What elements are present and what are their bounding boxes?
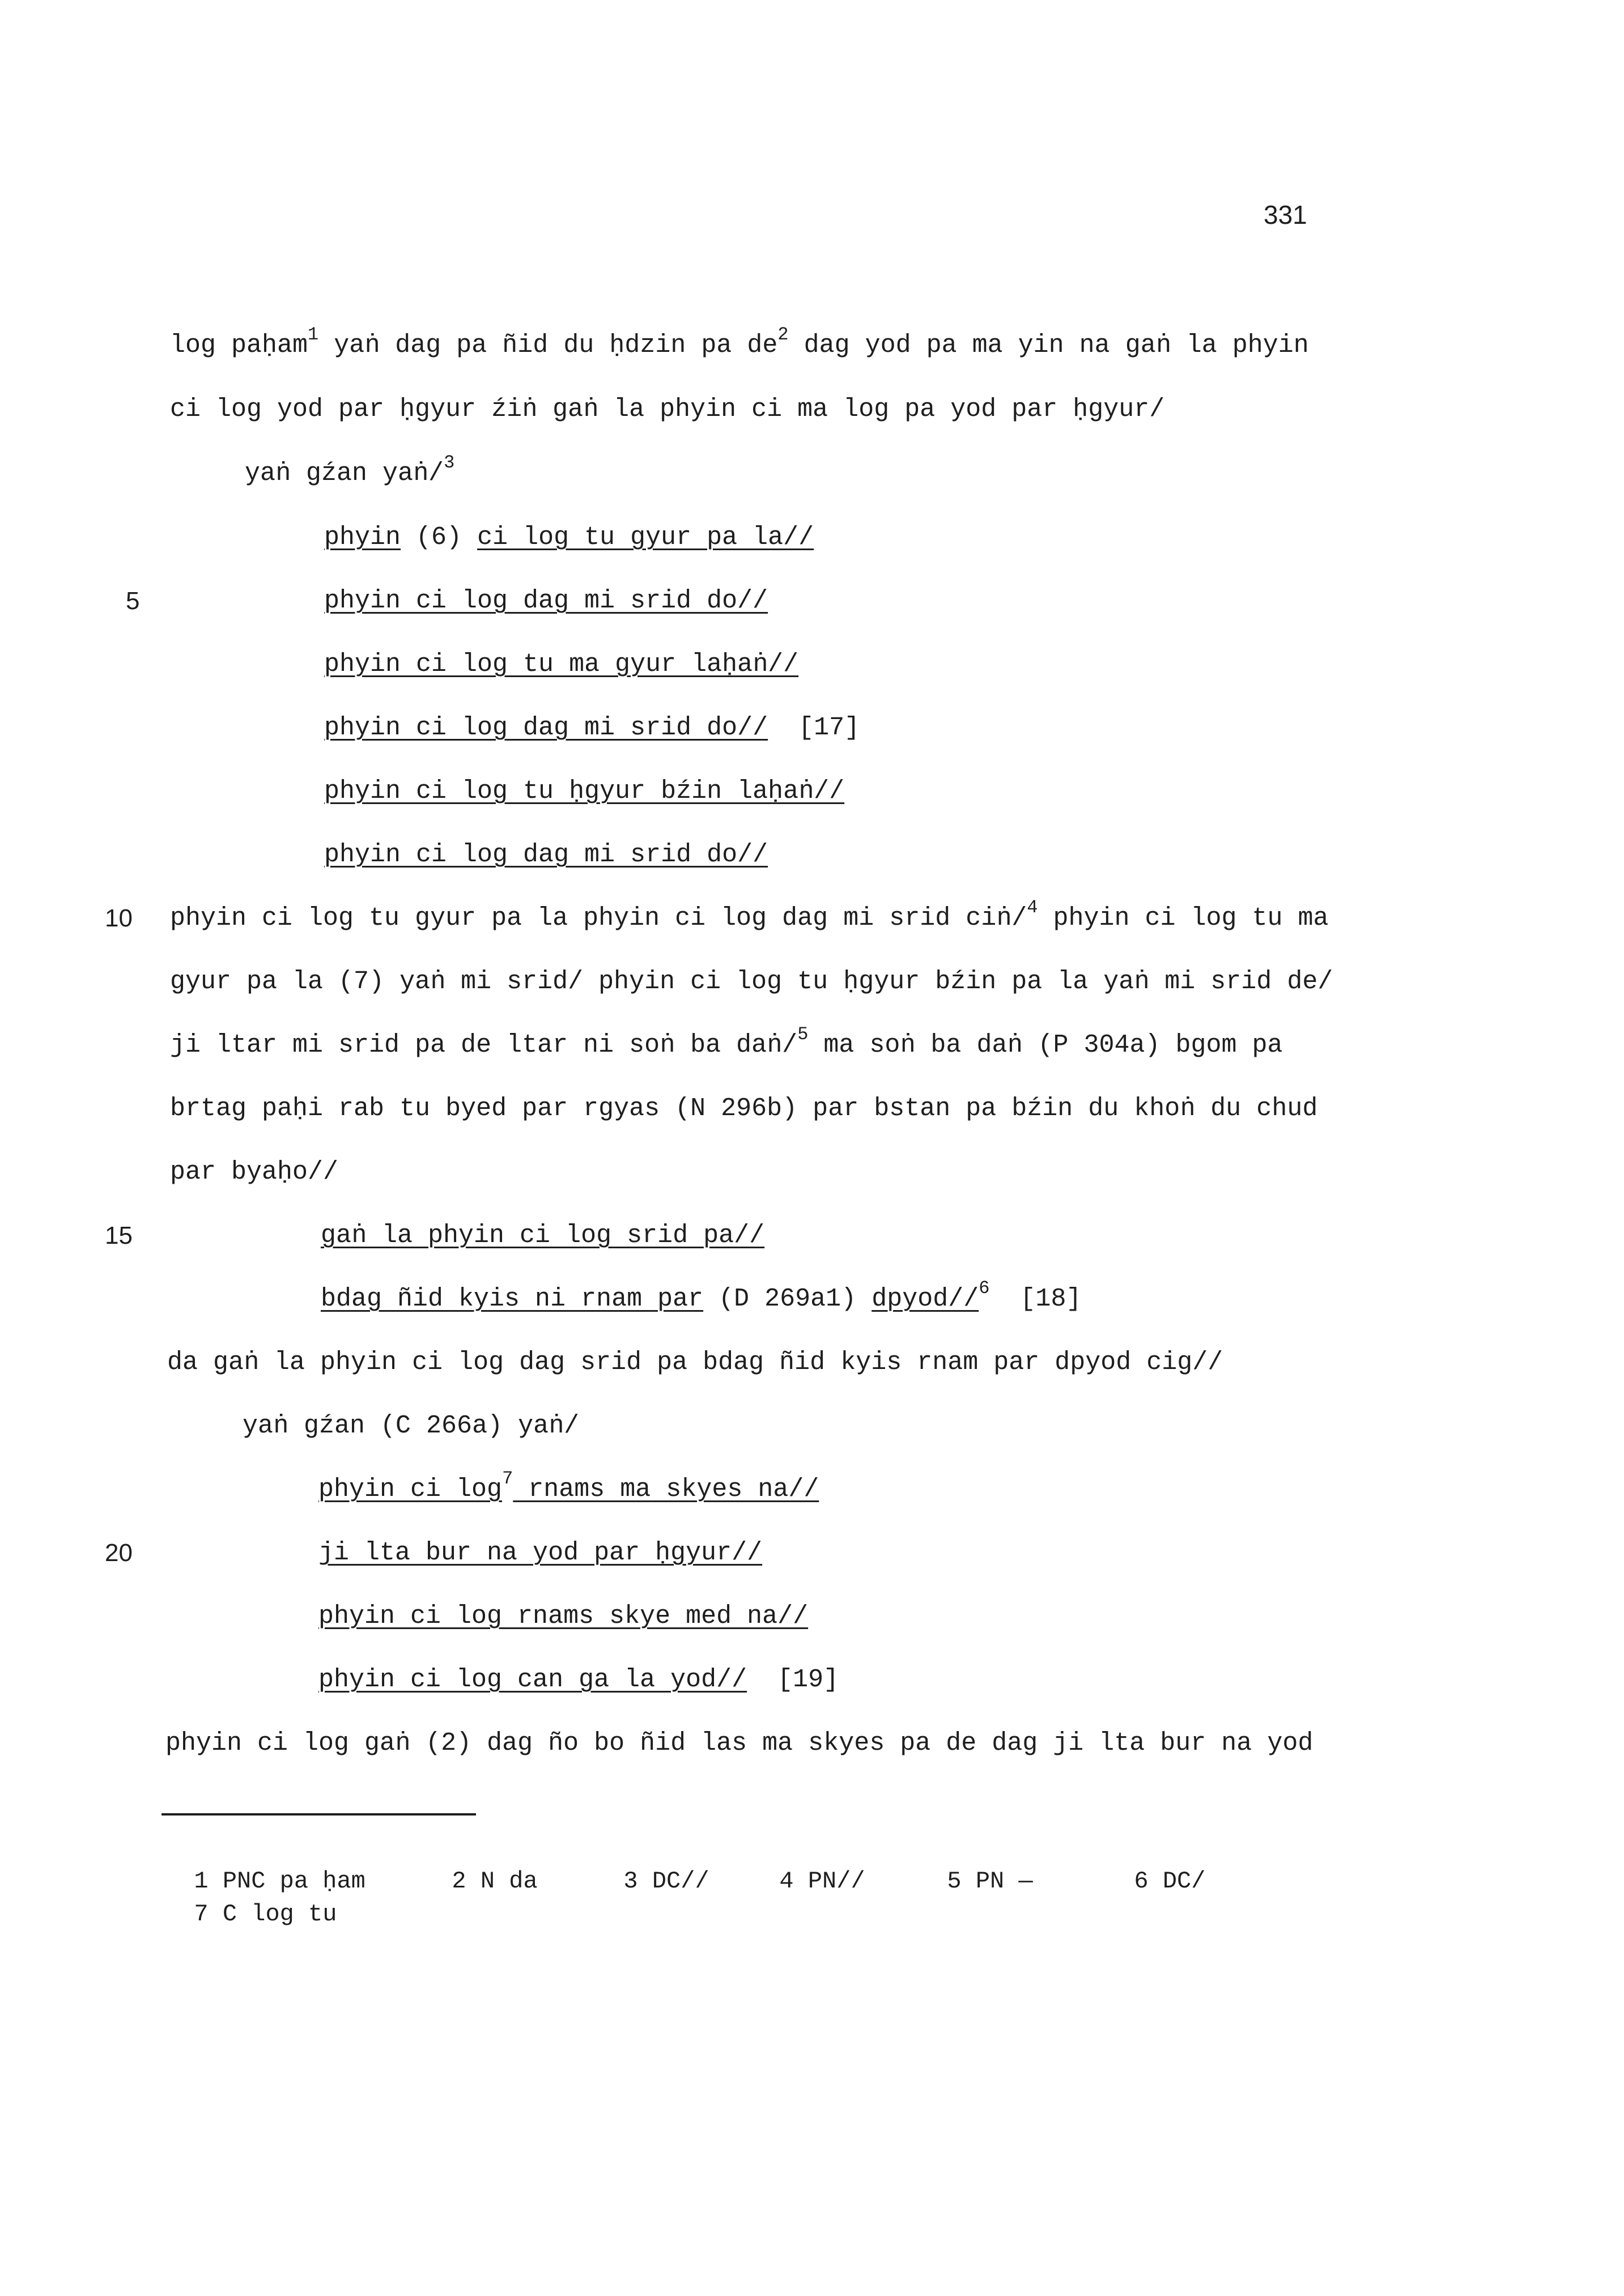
footnote-ref: 4 xyxy=(1027,897,1038,918)
footnote-ref: 2 xyxy=(777,324,789,345)
text-segment: phyin ci log tu ma xyxy=(1038,904,1329,933)
verse-line-11: phyin ci log rnams skye med na// xyxy=(318,1602,809,1631)
text-segment: yaṅ gźan yaṅ/ xyxy=(245,459,444,488)
line-number: 20 xyxy=(105,1539,133,1567)
verse-line-6: phyin ci log dag mi srid do// xyxy=(324,840,768,869)
verse-line-1 xyxy=(324,521,814,555)
text-line-13: brtag paḥi rab tu byed par rgyas (N 296b) par bstan pa bźin du khoṅ du chud xyxy=(170,1094,1318,1123)
footnote-ref: 1 xyxy=(308,324,319,345)
verse-line-9 xyxy=(318,1468,819,1507)
text-segment: (6) xyxy=(401,523,478,552)
verse-line-7: gaṅ la phyin ci log srid pa// xyxy=(321,1221,765,1250)
text-line-11: gyur pa la (7) yaṅ mi srid/ phyin ci log tu ḥgyur bźin pa la yaṅ mi srid de/ xyxy=(170,967,1333,996)
verse-number: [19] xyxy=(747,1665,839,1694)
text-line-10 xyxy=(170,897,1329,936)
verse-line-8 xyxy=(321,1278,1082,1316)
footnote-item: 1 PNC pa ḥam xyxy=(194,1868,365,1895)
text-segment: (D 269a1) xyxy=(703,1285,872,1313)
verse-line-3: phyin ci log tu ma gyur laḥaṅ// xyxy=(324,650,799,679)
verse-segment: phyin ci log xyxy=(318,1475,503,1504)
text-segment: ma soṅ ba daṅ (P 304a) bgom pa xyxy=(808,1031,1283,1060)
text-line-12 xyxy=(170,1024,1283,1062)
line-number: 10 xyxy=(105,904,133,932)
text-line-2: ci log yod par ḥgyur źiṅ gaṅ la phyin ci ma log pa yod par ḥgyur/ xyxy=(170,395,1165,424)
text-line-17: da gaṅ la phyin ci log dag srid pa bdag ñid kyis rnam par dpyod cig// xyxy=(167,1348,1223,1377)
text-segment: dag yod pa ma yin na gaṅ la phyin xyxy=(788,331,1309,360)
line-number: 5 xyxy=(126,587,140,615)
text-line-1 xyxy=(170,324,1309,363)
verse-segment: rnams ma skyes na// xyxy=(513,1475,819,1504)
footnote-ref: 7 xyxy=(502,1468,513,1489)
verse-segment: phyin xyxy=(324,523,401,552)
text-segment: yaṅ dag pa ñid du ḥdzin pa de xyxy=(318,331,778,360)
footnote-ref: 3 xyxy=(444,452,455,473)
text-line-23: phyin ci log gaṅ (2) dag ño bo ñid las ma skyes pa de dag ji lta bur na yod xyxy=(165,1729,1313,1758)
footnote-item: 6 DC/ xyxy=(1134,1868,1206,1895)
verse-line-12 xyxy=(318,1663,839,1697)
footnote-item: 2 N da xyxy=(452,1868,538,1895)
text-line-18: yaṅ gźan (C 266a) yaṅ/ xyxy=(243,1411,580,1440)
verse-segment: phyin ci log dag mi srid do// xyxy=(324,713,768,742)
verse-segment: dpyod// xyxy=(871,1285,979,1313)
text-segment: phyin ci log tu gyur pa la phyin ci log dag mi srid ciṅ/ xyxy=(170,904,1027,933)
footnote-item: 5 PN — xyxy=(947,1868,1033,1895)
footnotes-row-2 xyxy=(165,1865,337,1931)
footnote-item: 4 PN// xyxy=(779,1868,865,1895)
footnote-ref: 5 xyxy=(797,1024,809,1045)
verse-segment: phyin ci log can ga la yod// xyxy=(318,1665,747,1694)
verse-segment: bdag ñid kyis ni rnam par xyxy=(321,1285,704,1313)
page-number: 331 xyxy=(1264,200,1307,229)
verse-line-2: phyin ci log dag mi srid do// xyxy=(324,586,768,615)
text-segment: ji ltar mi srid pa de ltar ni soṅ ba daṅ/ xyxy=(170,1031,798,1060)
footnote-item: 7 C log tu xyxy=(194,1900,337,1928)
verse-line-4 xyxy=(324,711,860,745)
verse-number: [18] xyxy=(989,1285,1082,1313)
line-number: 15 xyxy=(105,1222,133,1249)
text-segment: log paḥam xyxy=(170,331,308,360)
footnote-divider xyxy=(161,1813,476,1815)
footnote-ref: 6 xyxy=(979,1278,990,1299)
verse-segment: ci log tu gyur pa la// xyxy=(477,523,814,552)
text-line-3 xyxy=(245,452,455,491)
footnote-item: 3 DC// xyxy=(623,1868,709,1895)
verse-line-10: ji lta bur na yod par ḥgyur// xyxy=(318,1538,763,1567)
text-line-14: par byaḥo// xyxy=(170,1158,339,1187)
verse-number: [17] xyxy=(768,713,860,742)
verse-line-5: phyin ci log tu ḥgyur bźin laḥaṅ// xyxy=(324,777,845,806)
